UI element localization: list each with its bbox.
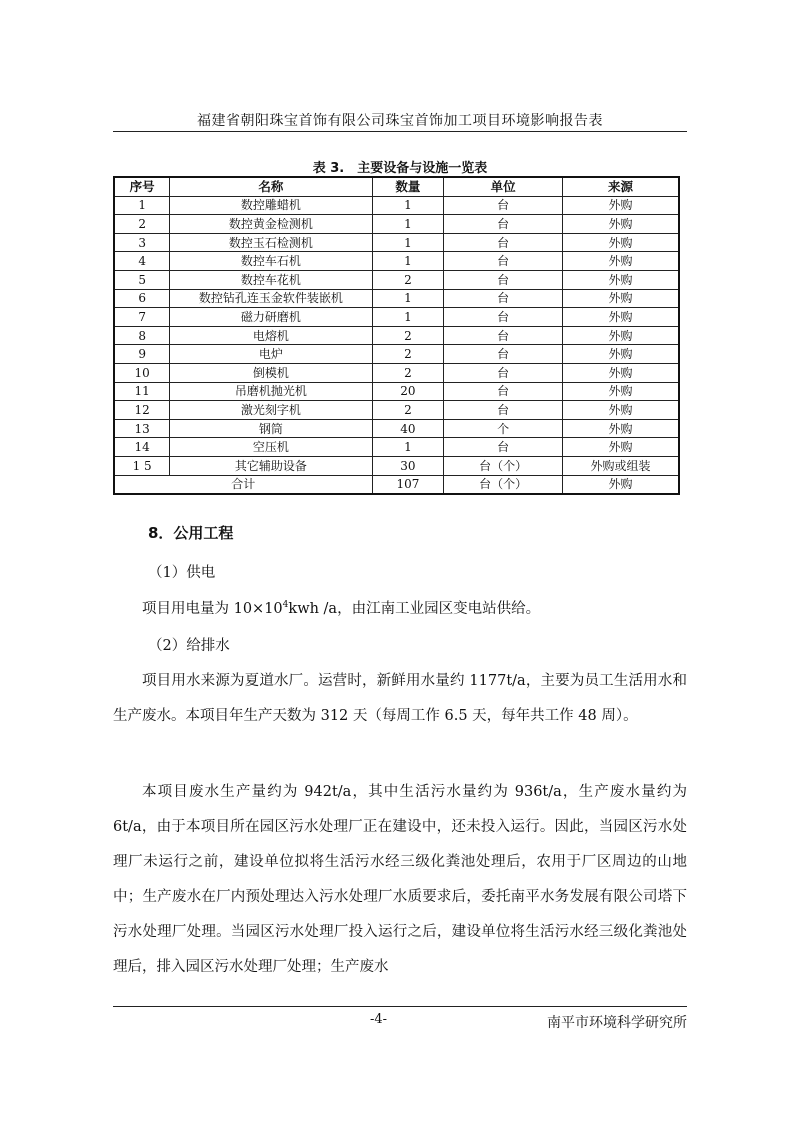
cell-source: 外购 <box>562 215 679 234</box>
cell-qty: 1 <box>372 289 444 308</box>
total-qty: 107 <box>372 475 444 494</box>
cell-seq: 14 <box>114 438 170 457</box>
cell-unit: 个 <box>444 419 563 438</box>
cell-unit: 台 <box>444 326 563 345</box>
power-text-before: 项目用电量为 10×10 <box>142 601 283 617</box>
cell-source: 外购或组装 <box>562 456 679 475</box>
cell-name: 数控雕蜡机 <box>170 196 372 215</box>
cell-seq: 3 <box>114 233 170 252</box>
cell-source: 外购 <box>562 196 679 215</box>
table-header-row <box>114 177 679 196</box>
column-header-seq: 序号 <box>114 177 170 196</box>
cell-source: 外购 <box>562 289 679 308</box>
table-row <box>114 196 679 215</box>
cell-seq: 11 <box>114 382 170 401</box>
cell-seq: 4 <box>114 252 170 271</box>
cell-seq: 5 <box>114 270 170 289</box>
table-total-row <box>114 475 679 494</box>
cell-seq: 9 <box>114 345 170 364</box>
table-row <box>114 363 679 382</box>
cell-qty: 2 <box>372 270 444 289</box>
total-unit: 台（个） <box>444 475 563 494</box>
cell-seq: 1 <box>114 196 170 215</box>
cell-source: 外购 <box>562 308 679 327</box>
cell-name: 空压机 <box>170 438 372 457</box>
document-header-title: 福建省朝阳珠宝首饰有限公司珠宝首饰加工项目环境影响报告表 <box>197 113 603 129</box>
cell-qty: 2 <box>372 326 444 345</box>
power-exponent: 4 <box>282 600 289 610</box>
cell-qty: 2 <box>372 345 444 364</box>
cell-seq: 1 5 <box>114 456 170 475</box>
cell-qty: 1 <box>372 252 444 271</box>
power-text-after: kwh /a，由江南工业园区变电站供给。 <box>288 601 541 617</box>
cell-seq: 7 <box>114 308 170 327</box>
column-header-qty: 数量 <box>372 177 444 196</box>
section-heading-utilities: 8．公用工程 <box>148 524 234 542</box>
power-paragraph <box>113 592 687 627</box>
table-row <box>114 270 679 289</box>
column-header-source: 来源 <box>562 177 679 196</box>
cell-qty: 1 <box>372 308 444 327</box>
footer-rule <box>113 1006 687 1007</box>
cell-seq: 2 <box>114 215 170 234</box>
table-row <box>114 419 679 438</box>
cell-qty: 40 <box>372 419 444 438</box>
sub-heading-power: （1）供电 <box>148 565 216 581</box>
equipment-table <box>113 176 680 495</box>
cell-unit: 台 <box>444 289 563 308</box>
cell-source: 外购 <box>562 233 679 252</box>
table-row <box>114 456 679 475</box>
cell-unit: 台 <box>444 438 563 457</box>
cell-name: 数控钻孔连玉金软件装嵌机 <box>170 289 372 308</box>
table-row <box>114 215 679 234</box>
cell-qty: 1 <box>372 438 444 457</box>
cell-source: 外购 <box>562 438 679 457</box>
cell-unit: 台（个） <box>444 456 563 475</box>
cell-qty: 20 <box>372 382 444 401</box>
cell-unit: 台 <box>444 252 563 271</box>
cell-unit: 台 <box>444 401 563 420</box>
cell-seq: 13 <box>114 419 170 438</box>
cell-source: 外购 <box>562 382 679 401</box>
column-header-name: 名称 <box>170 177 372 196</box>
table-caption: 表 3. 主要设备与设施一览表 <box>312 161 488 176</box>
table-row <box>114 382 679 401</box>
cell-unit: 台 <box>444 270 563 289</box>
cell-unit: 台 <box>444 382 563 401</box>
cell-name: 数控车石机 <box>170 252 372 271</box>
sub-heading-water: （2）给排水 <box>148 638 230 654</box>
cell-source: 外购 <box>562 345 679 364</box>
cell-unit: 台 <box>444 308 563 327</box>
cell-qty: 1 <box>372 215 444 234</box>
cell-name: 激光刻字机 <box>170 401 372 420</box>
cell-name: 吊磨机抛光机 <box>170 382 372 401</box>
cell-qty: 1 <box>372 196 444 215</box>
cell-qty: 1 <box>372 233 444 252</box>
cell-name: 钢筒 <box>170 419 372 438</box>
cell-name: 数控黄金检测机 <box>170 215 372 234</box>
cell-unit: 台 <box>444 215 563 234</box>
cell-qty: 2 <box>372 363 444 382</box>
cell-name: 倒模机 <box>170 363 372 382</box>
column-header-unit: 单位 <box>444 177 563 196</box>
water-paragraph-2: 本项目废水生产量约为 942t/a，其中生活污水量约为 936t/a，生产废水量约为 6t/a，由于本项目所在园区污水处理厂正在建设中，还未投入运行。因此，当园区污水处理厂未运行之前，建设单位拟将生活污水经三级化粪池处理后，农用于厂区周边的山地中；生产废水在厂内预处理达入污水处理厂水质要求后，委托南平水务发展有限公司塔下污水处理厂处理。当园区污水处理厂投入运行之后，建设单位将生活污水经三级化粪池处理后，排入园区污水处理厂处理；生产废水 <box>113 784 687 975</box>
table-row <box>114 401 679 420</box>
table-row <box>114 233 679 252</box>
cell-name: 其它辅助设备 <box>170 456 372 475</box>
cell-unit: 台 <box>444 363 563 382</box>
total-label: 合计 <box>114 475 372 494</box>
cell-source: 外购 <box>562 363 679 382</box>
cell-seq: 12 <box>114 401 170 420</box>
cell-source: 外购 <box>562 419 679 438</box>
cell-name: 数控车花机 <box>170 270 372 289</box>
total-source: 外购 <box>562 475 679 494</box>
cell-source: 外购 <box>562 270 679 289</box>
table-row <box>114 438 679 457</box>
water-paragraph-1: 项目用水来源为夏道水厂。运营时，新鲜用水量约 1177t/a，主要为员工生活用水和生产废水。本项目年生产天数为 312 天（每周工作 6.5 天，每年共工作 48 周）。 <box>113 673 687 724</box>
cell-source: 外购 <box>562 252 679 271</box>
table-row <box>114 308 679 327</box>
cell-source: 外购 <box>562 401 679 420</box>
cell-seq: 10 <box>114 363 170 382</box>
page-number: -4- <box>370 1012 388 1027</box>
table-row <box>114 289 679 308</box>
footer-institute: 南平市环境科学研究所 <box>547 1015 687 1031</box>
cell-qty: 30 <box>372 456 444 475</box>
table-row <box>114 326 679 345</box>
cell-name: 电炉 <box>170 345 372 364</box>
table-row <box>114 345 679 364</box>
cell-name: 磁力研磨机 <box>170 308 372 327</box>
cell-seq: 8 <box>114 326 170 345</box>
cell-name: 电熔机 <box>170 326 372 345</box>
cell-name: 数控玉石检测机 <box>170 233 372 252</box>
header-rule <box>113 131 687 132</box>
cell-unit: 台 <box>444 196 563 215</box>
cell-qty: 2 <box>372 401 444 420</box>
cell-source: 外购 <box>562 326 679 345</box>
cell-unit: 台 <box>444 233 563 252</box>
cell-unit: 台 <box>444 345 563 364</box>
table-row <box>114 252 679 271</box>
cell-seq: 6 <box>114 289 170 308</box>
